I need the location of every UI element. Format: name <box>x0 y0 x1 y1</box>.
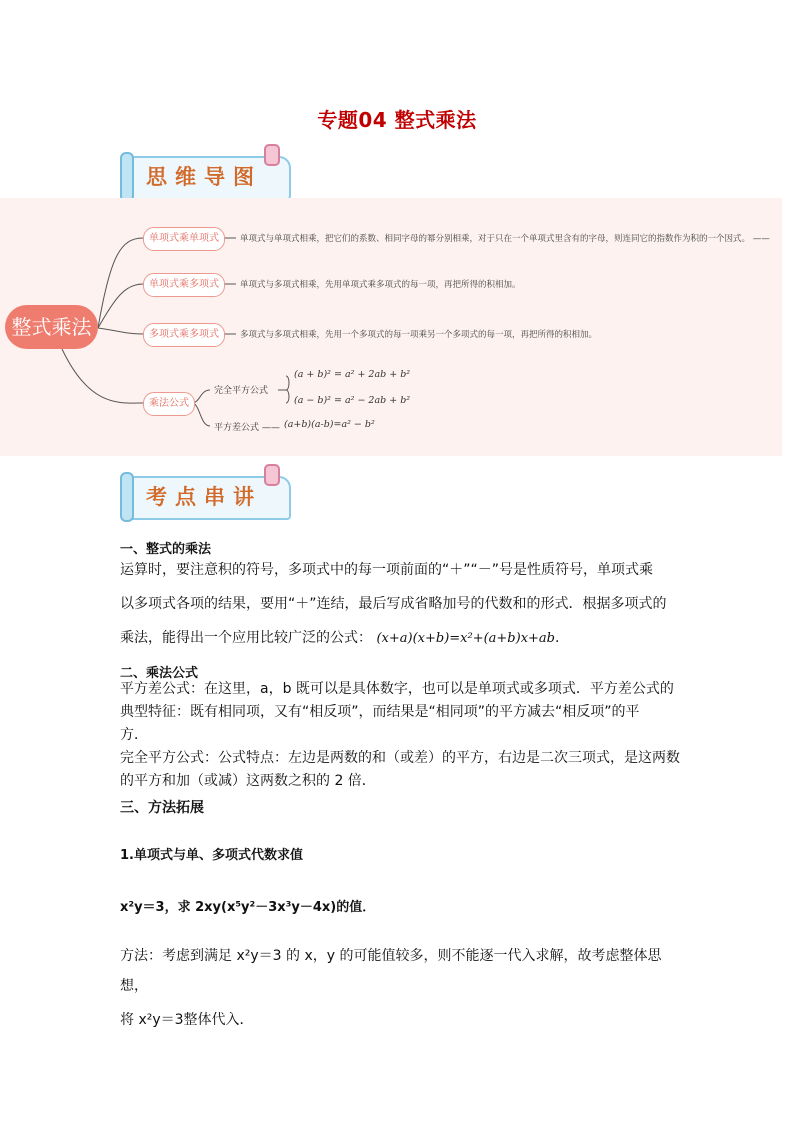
clip-icon <box>264 464 280 486</box>
section1-line3-row <box>120 623 680 654</box>
section3-heading: 三、方法拓展 <box>120 800 204 816</box>
node-poly-poly-desc: 多项式与多项式相乘，先用一个多项式的每一项乘另一个多项式的每一项，再把所得的积相加。 <box>240 330 598 340</box>
formula-sum-square: (a + b)² = a² + 2ab + b² <box>294 369 411 380</box>
banner-text: 思维导图 <box>146 164 262 189</box>
section2-line5: 的平方和加（或减）这两数之积的 2 倍． <box>120 773 376 789</box>
node-formulas: 乘法公式 <box>143 392 195 416</box>
section2-heading: 二、乘法公式 <box>120 666 199 681</box>
section2-line2: 典型特征：既有相同项，又有“相反项”，而结果是“相同项”的平方减去“相反项”的平 <box>120 704 640 720</box>
section2-line4: 完全平方公式：公式特点：左边是两数的和（或差）的平方，右边是二次三项式，是这两数 <box>120 750 680 766</box>
scroll-icon <box>120 152 134 202</box>
banner-text: 考点串讲 <box>146 484 262 509</box>
section2-line1: 平方差公式：在这里，a，b 既可以是具体数字，也可以是单项式或多项式．平方差公式的 <box>120 681 674 697</box>
formula-diff-of-squares: (a+b)(a-b)=a² − b² <box>284 419 375 430</box>
node-mono-mono-desc: 单项式与单项式相乘，把它们的系数、相同字母的幂分别相乘，对于只在一个单项式里含有的字母，则连同它的指数作为积的一个因式。 —— <box>240 234 770 244</box>
node-mono-mono: 单项式乘单项式 <box>143 227 225 251</box>
section1-line3: 乘法，能得出一个应用比较广泛的公式： <box>120 630 372 646</box>
node-poly-poly: 多项式乘多项式 <box>143 323 225 347</box>
section1-formula-end: . <box>555 630 560 646</box>
center-node: 整式乘法 <box>5 305 98 349</box>
section1-line1: 运算时，要注意积的符号，多项式中的每一项前面的“＋”“－”号是性质符号，单项式乘 <box>120 562 654 578</box>
node-mono-poly: 单项式乘多项式 <box>143 273 225 297</box>
method-line1: 方法：考虑到满足 x²y＝3 的 x，y 的可能值较多，则不能逐一代入求解，故考虑整体思想， <box>120 948 662 994</box>
points-banner <box>122 472 292 518</box>
section3-subheading: 1.单项式与单、多项式代数求值 <box>120 848 303 863</box>
clip-icon <box>264 144 280 166</box>
section1-line2: 以多项式各项的结果，要用“＋”连结，最后写成省略加号的代数和的形式．根据多项式的 <box>120 596 667 612</box>
section1-paragraph <box>120 555 680 654</box>
diff-of-squares-label: 平方差公式 —— <box>214 423 280 433</box>
section1-heading: 一、整式的乘法 <box>120 542 212 557</box>
example-question: x²y＝3，求 2xy(x⁵y²－3x³y－4x)的值． <box>120 900 376 915</box>
node-mono-poly-desc: 单项式与多项式相乘，先用单项式乘多项式的每一项，再把所得的积相加。 <box>240 280 521 290</box>
section2-line3: 方． <box>120 727 148 743</box>
method-paragraph <box>120 941 680 1035</box>
mindmap-banner <box>122 152 292 198</box>
perfect-square-label: 完全平方公式 <box>214 386 269 396</box>
formula-diff-square: (a − b)² = a² − 2ab + b² <box>294 395 411 406</box>
section2-paragraph <box>120 678 685 793</box>
mind-map <box>0 198 782 456</box>
scroll-icon <box>120 472 134 522</box>
section1-formula: (x+a)(x+b)=x²+(a+b)x+ab <box>376 631 555 646</box>
page-title: 专题04 整式乘法 <box>317 108 477 132</box>
method-line2: 将 x²y＝3整体代入． <box>120 1012 254 1028</box>
